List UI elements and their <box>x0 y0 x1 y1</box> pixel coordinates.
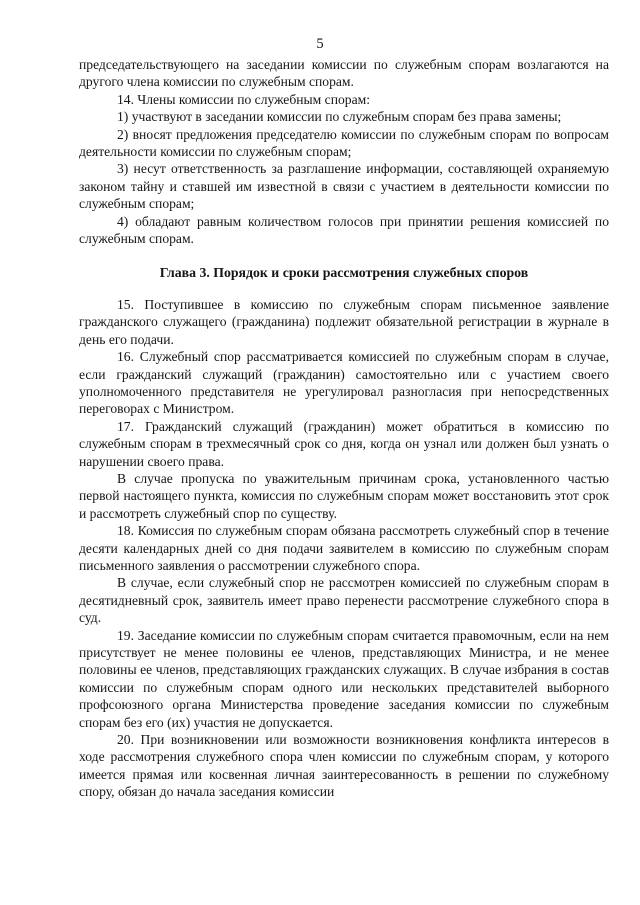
paragraph: 18. Комиссия по служебным спорам обязана рассмотреть служебный спор в течение десяти календарных дней со дня подачи заявителем в комиссию по служебным спорам письменного заявления о рассмотрении служебного спора. <box>79 523 609 573</box>
paragraph: 14. Члены комиссии по служебным спорам: <box>117 91 370 107</box>
paragraphs-before <box>79 56 609 247</box>
page-number: 5 <box>316 36 324 52</box>
paragraph: 4) обладают равным количеством голосов при принятии решения комиссией по служебным спорам. <box>79 213 609 247</box>
paragraph: 17. Гражданский служащий (гражданин) может обратиться в комиссию по служебным спорам в трехмесячный срок со дня, когда он узнал или должен был узнать о нарушении своего права. <box>79 418 609 469</box>
paragraph: 1) участвуют в заседании комиссии по служебным спорам без права замены; <box>117 109 562 125</box>
paragraph: 16. Служебный спор рассматривается комиссией по служебным спорам в случае, если гражданский служащий (гражданин) самостоятельно или с участием своего уполномоченного представителя не урегулировал разногласия при непосредственных переговорах с Министром. <box>79 349 609 417</box>
paragraph: 2) вносят предложения председателю комиссии по служебным спорам по вопросам деятельности комиссии по служебным спорам; <box>79 126 609 160</box>
document-body <box>79 56 609 801</box>
paragraph: 19. Заседание комиссии по служебным спорам считается правомочным, если на нем присутствует не менее половины ее членов, представляющих Министра, и не менее половины ее членов, представляющих гражданских служащих. В случае избрания в состав комиссии по служебным спорам одного или нескольких представителей выборного профсоюзного органа Министерства проведение заседания комиссии по служебным спорам без его (их) участия не допускается. <box>79 627 609 730</box>
paragraph: В случае пропуска по уважительным причинам срока, установленного частью первой настоящего пункта, комиссия по служебным спорам может восстановить этот срок и рассмотреть служебный спор по существу. <box>79 470 609 521</box>
paragraph: В случае, если служебный спор не рассмотрен комиссией по служебным спорам в десятидневный срок, заявитель имеет право перенести рассмотрение служебного спора в суд. <box>79 575 609 626</box>
paragraph: 3) несут ответственность за разглашение информации, составляющей охраняемую законом тайну и ставшей им известной в связи с участием в деятельности комиссии по служебным спорам; <box>79 161 609 212</box>
paragraph: председательствующего на заседании комиссии по служебным спорам возлагаются на другого члена комиссии по служебным спорам. <box>79 57 609 90</box>
paragraphs-after <box>79 296 609 801</box>
paragraph-continued: 20. При возникновении или возможности возникновения конфликта интересов в ходе рассмотрения служебного спора член комиссии по служебным спорам, у которого имеется прямая или косвенная личная заинтересованность в решении по служебному спору, обязан до начала заседания комиссии <box>79 732 609 800</box>
paragraph: 15. Поступившее в комиссию по служебным спорам письменное заявление гражданского служащего (гражданина) подлежит обязательной регистрации в журнале в день его подачи. <box>79 296 609 347</box>
chapter-heading: Глава 3. Порядок и сроки рассмотрения служебных споров <box>159 265 529 281</box>
